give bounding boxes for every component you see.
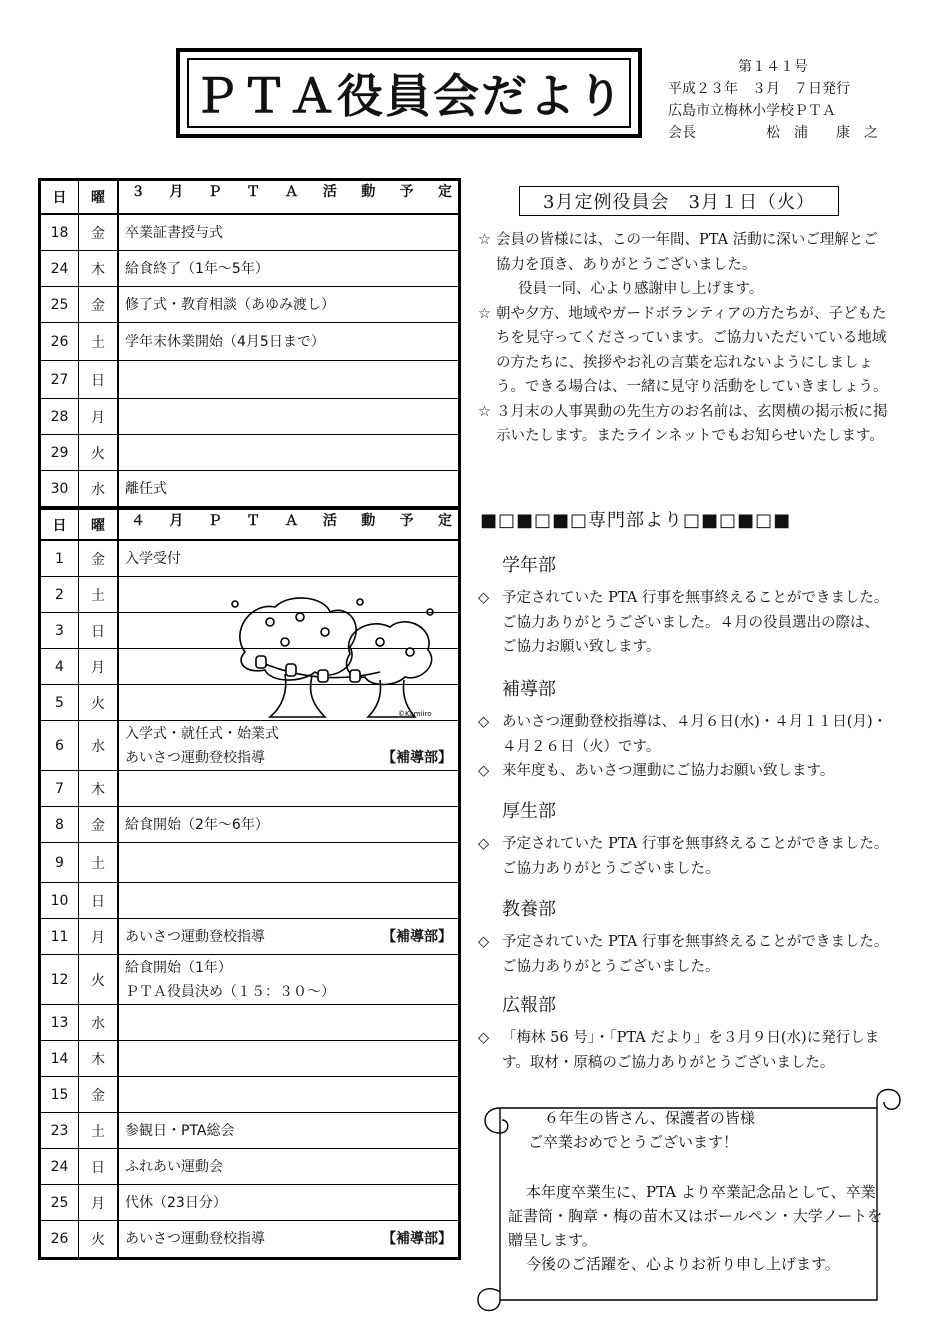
schedule-row [41,287,458,323]
schedule-event [119,807,458,842]
schedule-row [41,1221,458,1257]
schedule-event [119,215,458,250]
schedule-day: 5 [41,685,79,720]
event-text: ふれあい運動会 [125,1158,223,1175]
event-text: 代休（23日分） [125,1194,227,1211]
schedule-day: 12 [41,955,79,1004]
schedule-weekday: 木 [79,771,119,806]
schedule-event [119,1005,458,1040]
schedule-event [119,1077,458,1112]
note-subtext: 役員一同、心より感謝申し上げます。 [518,281,764,297]
issue-date: 平成２３年 ３月 ７日発行 [668,81,850,97]
schedule-day: 18 [41,215,79,250]
schedule-weekday: 金 [79,807,119,842]
schedule-row [41,1005,458,1041]
event-line [125,722,452,746]
schedule-weekday: 水 [79,721,119,770]
issue-number: 第１４１号 [738,59,808,75]
month-heading-char: 定 [438,184,452,200]
schedule-day: 24 [41,1149,79,1184]
schedule-day: 1 [41,541,79,576]
event-text: あいさつ運動登校指導 [125,928,265,945]
department-item [478,710,890,759]
month-heading-char: 活 [322,513,337,529]
schedule-row [41,323,458,361]
event-text: あいさつ運動登校指導 [125,1231,265,1247]
diamond-icon: ◇ [478,836,490,852]
department-item [478,1026,890,1075]
issue-info [668,56,918,144]
schedule-day: 26 [41,323,79,360]
department-tag: 【補導部】 [382,1231,452,1247]
col-day-label: 日 [41,510,79,539]
month-heading-char: ４ [131,513,145,529]
event-line [125,330,452,354]
schedule-day: 9 [41,843,79,882]
schedule-row [41,435,458,471]
event-text: 参観日・PTA総会 [125,1122,235,1139]
department-item [478,832,890,881]
event-line [125,1191,452,1215]
schedule-weekday: 木 [79,251,119,286]
event-text: 修了式・教育相談（あゆみ渡し） [125,296,335,313]
month-heading-char: ３ [131,184,145,200]
department-section [478,896,890,979]
month-heading-char: 動 [361,184,376,200]
schedule-weekday: 土 [79,577,119,612]
schedule-event [119,955,458,1004]
meeting-title: 3月定例役員会 3月１日（火） [519,186,839,216]
department-item-text: 予定されていた PTA 行事を無事終えることができました。ご協力ありがとうございました。 [502,934,889,975]
schedule-row [41,399,458,435]
month-heading-char: 月 [169,513,184,529]
meeting-note [478,400,890,449]
schedule-day: 15 [41,1077,79,1112]
schedule-weekday: 金 [79,287,119,322]
schedule-event [119,1041,458,1076]
schedule-weekday: 火 [79,955,119,1004]
schedule-weekday: 月 [79,1185,119,1220]
department-item-text: 予定されていた PTA 行事を無事終えることができました。ご協力ありがとうございました。４月の役員選出の際は、ご協力お願い致します。 [502,590,889,655]
department-name: 厚生部 [502,801,556,822]
event-line [125,257,452,281]
graduation-closing: 今後のご活躍を、心よりお祈り申し上げます。 [526,1255,840,1273]
schedule-row [41,541,458,577]
schedule-day: 25 [41,287,79,322]
schedule-weekday: 金 [79,541,119,576]
event-text: あいさつ運動登校指導 [125,749,265,766]
schedule-row [41,1185,458,1221]
schedule-row [41,955,458,1005]
event-text: 学年末休業開始（4月5日まで） [125,333,325,350]
star-icon: ☆ [478,232,491,248]
schedule-day: 30 [41,471,79,506]
schedule-weekday: 土 [79,323,119,360]
month-heading-char: 予 [399,513,414,529]
event-text: 入学式・就任式・始業式 [125,725,279,742]
diamond-icon: ◇ [478,1030,490,1046]
schedule-weekday: 金 [79,1077,119,1112]
meeting-notes [478,228,890,449]
month-heading-char: Ｐ [207,513,222,529]
schedule-day: 26 [41,1221,79,1257]
event-text: ＰＴＡ役員決め（１５：３０～） [125,983,335,1000]
schedule-weekday: 日 [79,361,119,398]
cherry-blossom-trees-icon [230,592,440,720]
schedule-weekday: 火 [79,1221,119,1257]
event-line [125,547,452,571]
schedule-day: 23 [41,1113,79,1148]
schedule-weekday: 月 [79,919,119,954]
month-heading [119,510,458,539]
schedule-day: 8 [41,807,79,842]
star-icon: ☆ [478,403,491,420]
schedule-row [41,919,458,955]
schedule-day: 10 [41,883,79,918]
department-name: 広報部 [502,995,556,1016]
schedule-weekday: 土 [79,843,119,882]
event-line [125,477,452,501]
schedule-day: 27 [41,361,79,398]
graduation-message [506,1106,886,1276]
schedule-weekday: 土 [79,1113,119,1148]
department-name: 教養部 [502,899,556,920]
month-heading [119,181,458,213]
department-section [478,552,890,660]
schedule-row [41,1041,458,1077]
event-line [125,1119,452,1143]
month-heading-char: Ｐ [207,184,222,200]
schedule-event [119,843,458,882]
event-text: 給食開始（2年～6年） [125,816,269,833]
event-line [125,1155,452,1179]
schedule-weekday: 火 [79,685,119,720]
schedule-event [119,1149,458,1184]
department-tag: 【補導部】 [382,749,452,766]
schedule-weekday: 日 [79,613,119,648]
department-name: 学年部 [502,555,556,576]
event-line [125,956,452,980]
month-heading-char: 活 [322,184,337,200]
schedule-weekday: 月 [79,399,119,434]
event-line [125,980,452,1004]
department-item-text: あいさつ運動登校指導は、４月６日(水)・４月１１日(月)・４月２６日（火）です。 [502,714,888,755]
month-heading-char: Ｔ [246,513,261,529]
month-heading-char: Ｔ [246,184,261,200]
department-item [478,586,890,660]
schedule-day: 28 [41,399,79,434]
schedule-event [119,1221,458,1257]
event-text: 給食終了（1年～5年） [125,260,269,277]
event-line [125,221,452,245]
schedule-row [41,215,458,251]
schedule-weekday: 木 [79,1041,119,1076]
event-line [125,925,452,949]
organization: 広島市立梅林小学校ＰＴＡ [668,103,836,119]
department-item [478,930,890,979]
department-item [478,759,890,784]
month-heading-char: 動 [361,513,376,529]
schedule-day: 29 [41,435,79,470]
diamond-icon: ◇ [478,714,490,730]
schedule-weekday: 金 [79,215,119,250]
meeting-note [478,302,890,400]
graduation-greeting: ６年生の皆さん、保護者の皆様 [544,1109,755,1127]
schedule-header-row [41,181,458,215]
schedule-row [41,251,458,287]
department-section [478,798,890,881]
department-item-text: 「梅林 56 号」・「PTA だより」を３月９日(水)に発行します。取材・原稿のご協力ありがとうございました。 [502,1030,880,1071]
department-section [478,676,890,784]
schedule-row [41,471,458,507]
schedule-weekday: 日 [79,1149,119,1184]
diamond-icon: ◇ [478,763,490,779]
schedule-event [119,883,458,918]
event-text: 離任式 [125,480,167,497]
schedule-row [41,807,458,843]
event-text: 入学受付 [125,550,181,567]
diamond-icon: ◇ [478,590,490,606]
col-weekday-label: 曜 [79,510,119,539]
schedule-row [41,771,458,807]
schedule-weekday: 月 [79,649,119,684]
schedule-day: 7 [41,771,79,806]
diamond-icon: ◇ [478,934,490,950]
event-line [125,746,452,770]
schedule-row [41,843,458,883]
meeting-note [478,228,890,302]
department-item-text: 来年度も、あいさつ運動にご協力お願い致します。 [502,763,835,779]
department-tag: 【補導部】 [382,928,452,945]
schedule-event [119,1185,458,1220]
newsletter-title: ＰＴＡ役員会だより [187,58,631,128]
schedule-day: 13 [41,1005,79,1040]
president-name: 松 浦 康 之 [766,125,878,141]
schedule-event [119,721,458,770]
event-text: 卒業証書授与式 [125,224,223,241]
month-heading-char: 定 [438,513,452,529]
schedule-row [41,1149,458,1185]
col-weekday-label: 曜 [79,181,119,213]
schedule-event [119,287,458,322]
schedule-event [119,399,458,434]
note-text: 会員の皆様には、この一年間、PTA 活動に深いご理解とご協力を頂き、ありがとうございました。 [496,232,878,273]
department-name: 補導部 [502,679,556,700]
schedule-weekday: 日 [79,883,119,918]
col-day-label: 日 [41,181,79,213]
schedule-day: 14 [41,1041,79,1076]
event-text: 給食開始（1年） [125,959,232,976]
department-item-text: 予定されていた PTA 行事を無事終えることができました。ご協力ありがとうございました。 [502,836,889,877]
schedule-row [41,361,458,399]
schedule-row [41,1113,458,1149]
schedule-weekday: 水 [79,1005,119,1040]
note-text: 朝や夕方、地域やガードボランティアの方たちが、子どもたちを見守ってくださっています。ご協力いただいている地域の方たちに、挨拶やお礼の言葉を忘れないようにしましょう。できる場合は、一緒に見守り活動をしていきましょう。 [496,305,888,395]
event-line [125,1227,452,1251]
schedule-weekday: 火 [79,435,119,470]
schedule-row [41,721,458,771]
month-heading-char: 予 [399,184,414,200]
graduation-congrats: ご卒業おめでとうございます！ [528,1133,739,1151]
schedule-day: 4 [41,649,79,684]
title-frame [176,48,642,138]
schedule-event [119,471,458,506]
schedule-day: 3 [41,613,79,648]
schedule-event [119,541,458,576]
month-heading-char: 月 [169,184,184,200]
schedule-event [119,919,458,954]
schedule-day: 25 [41,1185,79,1220]
illustration-credit: ©Kamiiro [398,710,432,718]
schedule-event [119,361,458,398]
star-icon: ☆ [478,305,491,322]
graduation-body: 本年度卒業生に、PTA より卒業記念品として、卒業証書筒・胸章・梅の苗木又はボールペン・大学ノートを贈呈します。 [508,1183,883,1249]
month-heading-char: Ａ [284,184,299,200]
department-section [478,992,890,1075]
schedule-weekday: 水 [79,471,119,506]
departments-heading: ■□■□■□専門部より□■□■□■ [480,510,792,531]
schedule-event [119,323,458,360]
month-heading-char: Ａ [284,513,299,529]
schedule-day: 24 [41,251,79,286]
schedule-header-row [41,507,458,541]
schedule-row [41,1077,458,1113]
schedule-day: 2 [41,577,79,612]
schedule-event [119,251,458,286]
schedule-event [119,1113,458,1148]
event-line [125,293,452,317]
president-line [668,122,878,144]
schedule-row [41,883,458,919]
president-label: 会長 [668,125,696,141]
schedule-event [119,771,458,806]
note-text: ３月末の人事異動の先生方のお名前は、玄関横の掲示板に掲示いたします。またラインネットでもお知らせいたします。 [496,403,888,444]
schedule-day: 6 [41,721,79,770]
schedule-day: 11 [41,919,79,954]
schedule-event [119,435,458,470]
event-line [125,813,452,837]
